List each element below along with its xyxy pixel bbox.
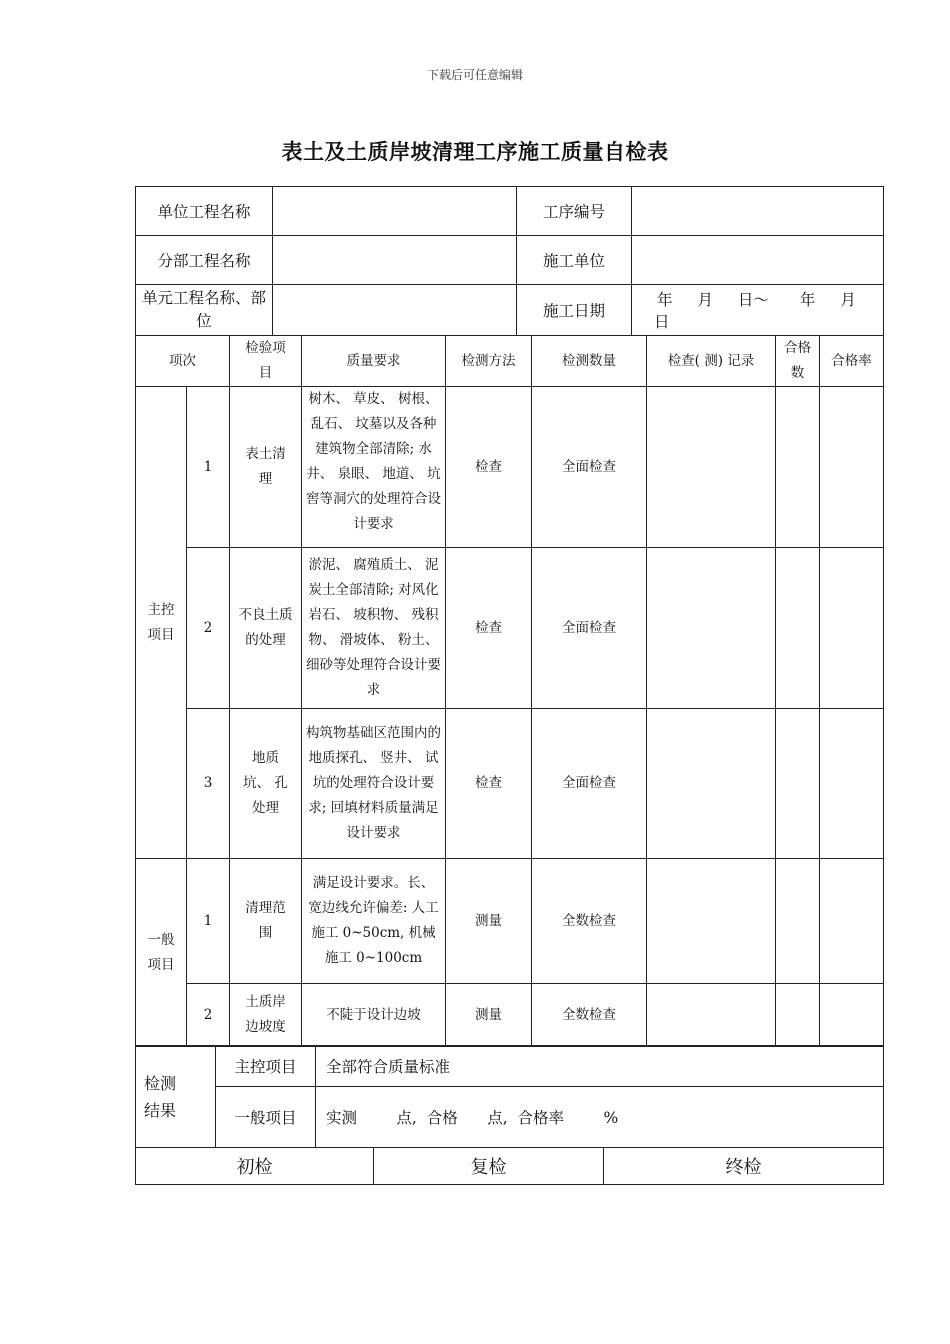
row-pass-count[interactable]: [776, 984, 820, 1047]
row-no: 2: [187, 548, 230, 709]
table-row: [136, 984, 884, 1047]
row-record[interactable]: [647, 859, 776, 984]
row-pass-rate[interactable]: [820, 984, 884, 1047]
signoff-second[interactable]: 复检: [374, 1148, 604, 1185]
row-pass-count[interactable]: [776, 859, 820, 984]
info-table: [135, 186, 884, 336]
signoff-first[interactable]: 初检: [136, 1148, 374, 1185]
row-quantity: 全面检查: [532, 709, 647, 859]
row-no: 1: [187, 387, 230, 548]
row-quantity: 全数检查: [532, 859, 647, 984]
row-req: 不陡于设计边坡: [302, 984, 446, 1047]
construction-date-value[interactable]: [632, 285, 884, 336]
element-project-label: 单元工程名称、部位: [136, 285, 273, 336]
row-item: 表土清理: [230, 387, 302, 548]
date-day-end: 日: [654, 313, 670, 331]
row-pass-rate[interactable]: [820, 387, 884, 548]
unit-project-label: 单位工程名称: [136, 187, 273, 236]
row-item: 不良土质的处理: [230, 548, 302, 709]
row-item: 地质坑、 孔处理: [230, 709, 302, 859]
col-quantity: 检测数量: [532, 336, 647, 387]
page-title: 表土及土质岸坡清理工序施工质量自检表: [281, 139, 669, 164]
col-quality-req: 质量要求: [302, 336, 446, 387]
row-req: 构筑物基础区范围内的地质探孔、 竖井、 试坑的处理符合设计要求; 回填材料质量满足设计要求: [302, 709, 446, 859]
row-req: 淤泥、 腐殖质土、 泥炭土全部清除; 对风化岩石、 坡积物、 残积物、 滑坡体、 粉土、 细砂等处理符合设计要求: [302, 548, 446, 709]
row-quantity: 全数检查: [532, 984, 647, 1047]
table-row: [136, 548, 884, 709]
unit-project-value[interactable]: [273, 187, 517, 236]
group-general: 一般项目: [136, 859, 187, 1047]
col-pass-rate: 合格率: [820, 336, 884, 387]
process-no-value[interactable]: [632, 187, 884, 236]
row-no: 2: [187, 984, 230, 1047]
result-main-value[interactable]: 全部符合质量标准: [316, 1046, 884, 1087]
row-pass-rate[interactable]: [820, 859, 884, 984]
row-method: 检查: [446, 709, 532, 859]
date-day-tilde: 日～: [737, 291, 769, 309]
date-year: 年: [657, 291, 673, 309]
row-pass-count[interactable]: [776, 709, 820, 859]
row-quantity: 全面检查: [532, 387, 647, 548]
signoff-table: [135, 1147, 884, 1185]
items-table: [135, 335, 884, 1047]
row-pass-rate[interactable]: [820, 548, 884, 709]
row-item: 清理范围: [230, 859, 302, 984]
top-note: 下载后可任意编辑: [426, 68, 523, 82]
row-req: 树木、 草皮、 树根、 乱石、 坟墓以及各种建筑物全部清除; 水井、 泉眼、 地道、 坑窖等洞穴的处理符合设计要求: [306, 391, 441, 532]
row-no: 1: [187, 859, 230, 984]
row-record[interactable]: [647, 984, 776, 1047]
sub-project-value[interactable]: [273, 236, 517, 285]
date-month-end: 月: [840, 291, 856, 309]
table-row: [136, 709, 884, 859]
row-no: 3: [187, 709, 230, 859]
row-method: 检查: [446, 387, 532, 548]
construction-date-label: 施工日期: [517, 285, 632, 336]
result-label: 检测结果: [136, 1046, 216, 1148]
construction-unit-value[interactable]: [632, 236, 884, 285]
result-main-label: 主控项目: [216, 1046, 316, 1087]
date-year-end: 年: [799, 291, 816, 309]
row-record[interactable]: [647, 387, 776, 548]
col-item-no: 项次: [136, 336, 230, 387]
row-record[interactable]: [647, 709, 776, 859]
signoff-final[interactable]: 终检: [604, 1148, 884, 1185]
date-month: 月: [697, 291, 713, 309]
sub-project-label: 分部工程名称: [136, 236, 273, 285]
table-row: [136, 859, 884, 984]
row-method: 测量: [446, 859, 532, 984]
row-record[interactable]: [647, 548, 776, 709]
row-pass-count[interactable]: [776, 548, 820, 709]
row-method: 测量: [446, 984, 532, 1047]
construction-unit-label: 施工单位: [517, 236, 632, 285]
table-row: [136, 387, 884, 548]
col-record: 检查( 测) 记录: [647, 336, 776, 387]
group-main: 主控项目: [136, 387, 187, 859]
row-quantity: 全面检查: [532, 548, 647, 709]
row-pass-rate[interactable]: [820, 709, 884, 859]
row-pass-count[interactable]: [776, 387, 820, 548]
result-general-label: 一般项目: [216, 1087, 316, 1148]
col-pass-count: 合格数: [776, 336, 820, 387]
process-no-label: 工序编号: [517, 187, 632, 236]
result-table: [135, 1045, 884, 1148]
row-method: 检查: [446, 548, 532, 709]
row-req: 满足设计要求。长、 宽边线允许偏差: 人工施工 0~50cm, 机械施工 0~100cm: [302, 859, 446, 984]
col-method: 检测方法: [446, 336, 532, 387]
result-general-value[interactable]: 实测 点, 合格 点, 合格率 %: [316, 1087, 884, 1148]
col-check-item: 检验项目: [230, 336, 302, 387]
row-item: 土质岸边坡度: [230, 984, 302, 1047]
element-project-value[interactable]: [273, 285, 517, 336]
